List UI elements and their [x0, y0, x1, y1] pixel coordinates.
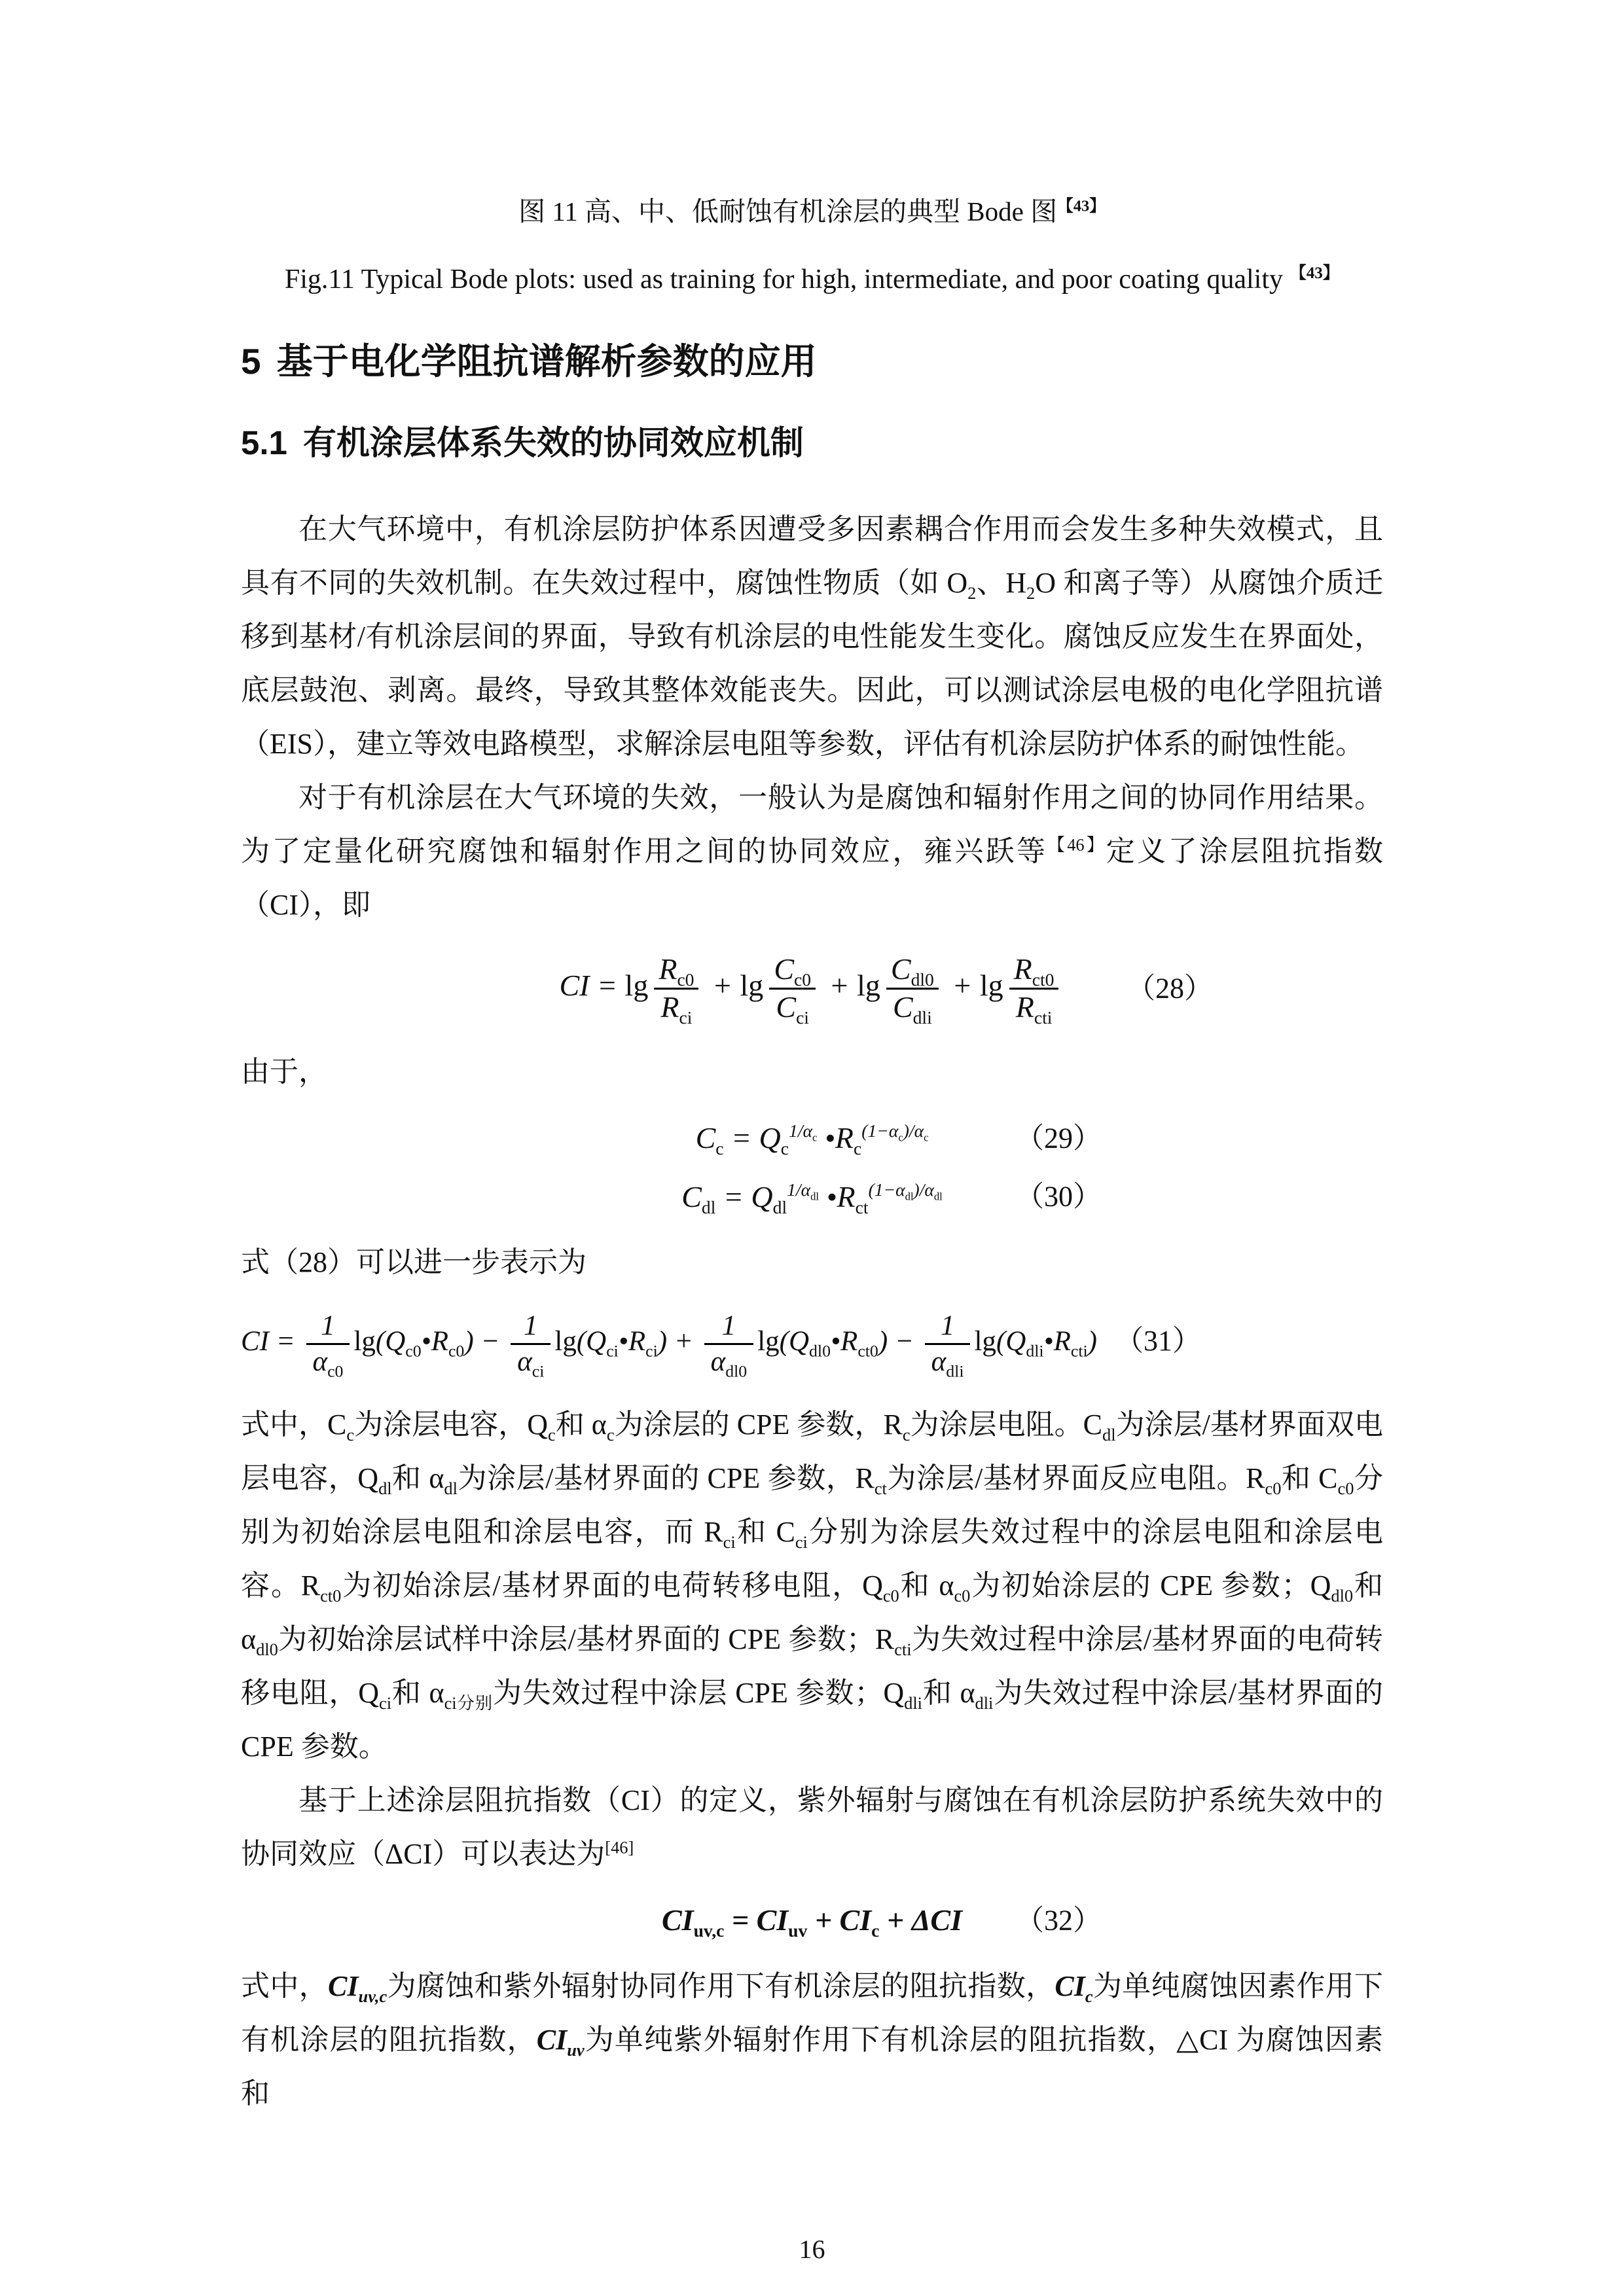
- subsection-heading: [241, 422, 1383, 465]
- equation-28: [241, 952, 1383, 1026]
- paragraph-because: 由于，: [241, 1055, 327, 1088]
- equation-30-body: $C_{dl} = Q_{dl}^{1/\alpha_{dl}}$ $•R_{ct}^{(1-\alpha_{dl})/\alpha_{dl}}$: [681, 1179, 943, 1217]
- paragraph-ci-definition: 基于上述涂层阻抗指数（CI）的定义，紫外辐射与腐蚀在有机涂层防护系统失效中的协同效应（ΔCI）可以表达为[46]: [241, 1784, 1383, 1871]
- equation-30: [241, 1177, 1383, 1217]
- paragraph-symbols: 式中，$C_c$为涂层电容，$Q_c$和 $\alpha_c$为涂层的 CPE 参数，$R_c$为涂层电阻。$C_{dl}$为涂层/基材界面双电层电容，$Q_{dl}$和 $\alpha_{dl}$为涂层/基材界面的 CPE 参数，$R_{ct}$为涂层/基材界面反应电阻。$R_{c0}$和 $C_{c0}$分别为初始涂层电阻和涂层电容，而 $R_{ci}$和 $C_{ci}$分别为涂层失效过程中的涂层电阻和涂层电容。$R_{ct0}$为初始涂层/基材界面的电荷转移电阻，$Q_{c0}$和 $\alpha_{c0}$为初始涂层的 CPE 参数；$Q_{dl0}$和 $\alpha_{dl0}$为初始涂层试样中涂层/基材界面的 CPE 参数；$R_{cti}$为失效过程中涂层/基材界面的电荷转移电阻，$Q_{ci}$和 $\alpha_{ci分别}$为失效过程中涂层 CPE 参数；$Q_{dli}$和 $\alpha_{dli}$为失效过程中涂层/基材界面的 CPE 参数。: [241, 1408, 1383, 1763]
- figure-caption-en: Fig.11 Typical Bode plots: used as training for high, intermediate, and poor coating quality $^{【43】}$: [284, 264, 1340, 295]
- equation-28-number: （28）: [1127, 972, 1213, 1005]
- paragraph-ci-terms: 式中，$CI_{uv,c}$为腐蚀和紫外辐射协同作用下有机涂层的阻抗指数，$CI_c$为单纯腐蚀因素作用下有机涂层的阻抗指数，$CI_{uv}$为单纯紫外辐射作用下有机涂层的阻抗指数，△CI 为腐蚀因素和: [241, 1970, 1384, 2110]
- equation-31: [241, 1309, 1383, 1381]
- equation-29: [241, 1119, 1383, 1158]
- equation-30-number: （30）: [1015, 1180, 1102, 1213]
- equation-28-body: CI = lg $\frac{R_{c0}}{R_{ci}}$ + lg $\frac{C_{c0}}{C_{ci}}$ + lg $\frac{C_{dl0}}{C_{dli}}$ + lg $\frac{R_{ct0}}{R_{cti}}$: [560, 952, 1065, 1026]
- equation-32: [241, 1901, 1383, 1940]
- equation-32-number: （32）: [1015, 1904, 1102, 1937]
- figure-caption-zh: 图 11 高、中、低耐蚀有机涂层的典型 Bode 图$^{【43】}$: [518, 196, 1106, 226]
- paragraph-further: 式（28）可以进一步表示为: [241, 1246, 586, 1279]
- paragraph-synergy: 对于有机涂层在大气环境的失效，一般认为是腐蚀和辐射作用之间的协同作用结果。为了定量化研究腐蚀和辐射作用之间的协同效应，雍兴跃等$^{【46】}$定义了涂层阻抗指数（CI），即: [241, 781, 1384, 921]
- equation-29-number: （29）: [1015, 1122, 1102, 1155]
- equation-31-number: （31）: [1115, 1325, 1201, 1357]
- subsection-title: 有机涂层体系失效的协同效应机制: [302, 423, 804, 461]
- section-number: 5: [241, 341, 261, 382]
- page-number: 16: [799, 2234, 825, 2264]
- equation-32-body: $CI_{uv,c} = CI_{uv} + CI_c + \Delta CI$: [661, 1903, 962, 1941]
- section-title: 基于电化学阻抗谱解析参数的应用: [276, 341, 817, 382]
- subsection-number: 5.1: [241, 423, 287, 461]
- equation-29-body: $C_c = Q_c^{1/\alpha_c}$ $•R_c^{(1-\alpha_c)/\alpha_c}$: [695, 1121, 929, 1158]
- equation-31-body: CI = $\frac{1}{\alpha_{c0}}$ $\lg(Q_{c0}•R_{c0})$ − $\frac{1}{\alpha_{ci}}$ $\lg(Q_{ci}•R_{ci})$ + $\frac{1}{\alpha_{dl0}}$ $\lg(Q_{dl0}•R_{ct0})$ − $\frac{1}{\alpha_{dli}}$ $\lg(Q_{dli}•R_{cti})$: [241, 1310, 1097, 1381]
- section-heading: [241, 338, 1383, 386]
- paragraph-intro: 在大气环境中，有机涂层防护体系因遭受多因素耦合作用而会发生多种失效模式，且具有不同的失效机制。在失效过程中，腐蚀性物质（如 $O_2$、$H_2O$ 和离子等）从腐蚀介质迁移到基材/有机涂层间的界面，导致有机涂层的电性能发生变化。腐蚀反应发生在界面处，底层鼓泡、剥离。最终，导致其整体效能丧失。因此，可以测试涂层电极的电化学阻抗谱（EIS），建立等效电路模型，求解涂层电阻等参数，评估有机涂层防护体系的耐蚀性能。: [241, 512, 1383, 760]
